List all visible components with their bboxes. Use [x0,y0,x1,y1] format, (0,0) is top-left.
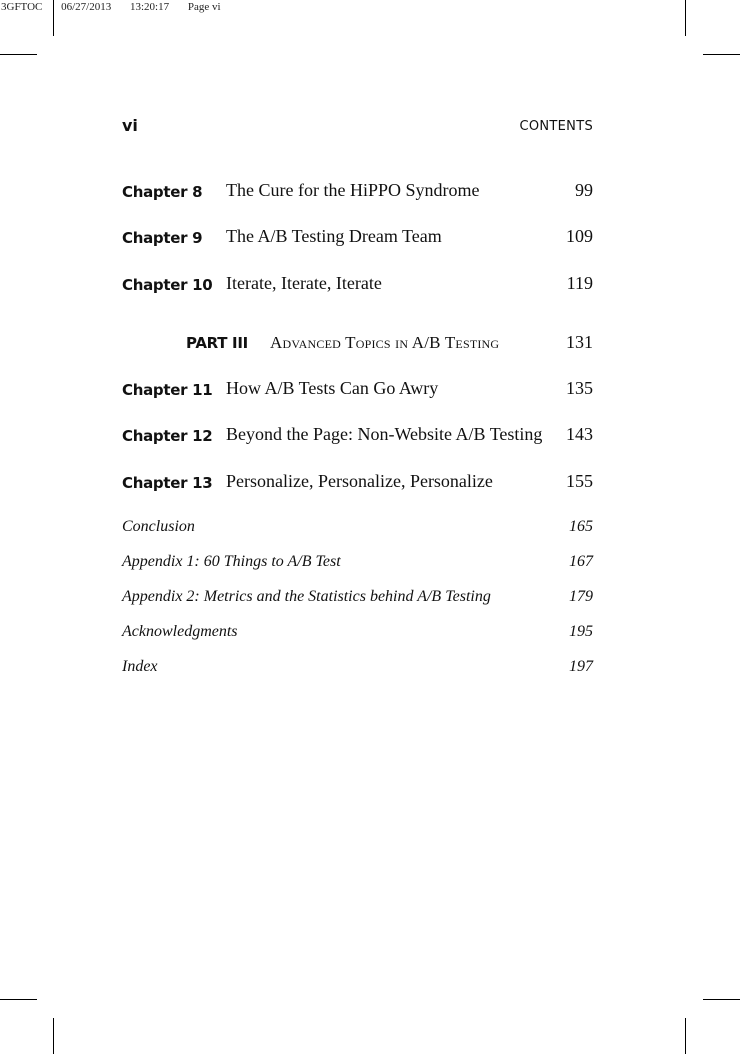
page-number: 195 [569,623,593,640]
crop-mark [53,0,54,36]
toc-entry-appendix-2[interactable] [122,588,593,610]
page-number: 155 [566,471,593,491]
toc-entry-chapter-10[interactable] [122,273,593,297]
page-number: 131 [566,332,593,352]
crop-mark [703,54,740,55]
chapter-label: Chapter 10 [122,276,213,294]
toc-entry-chapter-9[interactable] [122,226,593,250]
chapter-title: How A/B Tests Can Go Awry [226,378,439,398]
printer-slug [1,1,237,13]
running-head-title: CONTENTS [519,119,593,134]
chapter-label: Chapter 8 [122,183,203,201]
toc-entry-part-3[interactable] [122,332,593,356]
crop-mark [0,999,37,1000]
back-matter-title: Conclusion [122,518,195,535]
page-number: 143 [566,424,593,444]
toc-entry-conclusion[interactable] [122,518,593,540]
page-number: 179 [569,588,593,605]
page-number: 165 [569,518,593,535]
back-matter-title: Appendix 1: 60 Things to A/B Test [122,553,341,570]
toc-entry-chapter-13[interactable] [122,471,593,495]
part-title: Advanced Topics in A/B Testing [270,333,500,352]
running-head [122,116,593,138]
chapter-title: The A/B Testing Dream Team [226,226,442,246]
back-matter-title: Appendix 2: Metrics and the Statistics behind A/B Testing [122,588,491,605]
toc-entry-chapter-8[interactable] [122,180,593,204]
slug-page-ref: Page vi [187,1,221,13]
crop-mark [685,0,686,36]
chapter-label: Chapter 9 [122,229,203,247]
toc-entry-chapter-12[interactable] [122,424,593,448]
page-number: 119 [566,273,593,293]
page-number: 109 [566,226,593,246]
chapter-title: The Cure for the HiPPO Syndrome [226,180,480,200]
chapter-title: Personalize, Personalize, Personalize [226,471,493,491]
back-matter-title: Index [122,658,158,675]
crop-mark [0,54,37,55]
slug-date: 06/27/2013 [61,1,112,13]
slug-file-code: 3GFTOC [1,1,43,13]
slug-time: 13:20:17 [130,1,170,13]
toc-entry-acknowledgments[interactable] [122,623,593,645]
crop-mark [685,1018,686,1054]
chapter-label: Chapter 11 [122,381,213,399]
toc-entry-index[interactable] [122,658,593,680]
toc-entry-chapter-11[interactable] [122,378,593,402]
crop-mark [703,999,740,1000]
crop-mark [53,1018,54,1054]
page-number: 99 [575,180,593,200]
chapter-title: Iterate, Iterate, Iterate [226,273,382,293]
toc-entry-appendix-1[interactable] [122,553,593,575]
page-number: 197 [569,658,593,675]
page-number: 135 [566,378,593,398]
chapter-label: Chapter 13 [122,474,213,492]
chapter-title: Beyond the Page: Non-Website A/B Testing [226,424,543,444]
page-number: 167 [569,553,593,570]
page-folio: vi [122,116,138,135]
chapter-label: Chapter 12 [122,427,213,445]
part-label: PART III [186,334,248,352]
back-matter-title: Acknowledgments [122,623,238,640]
